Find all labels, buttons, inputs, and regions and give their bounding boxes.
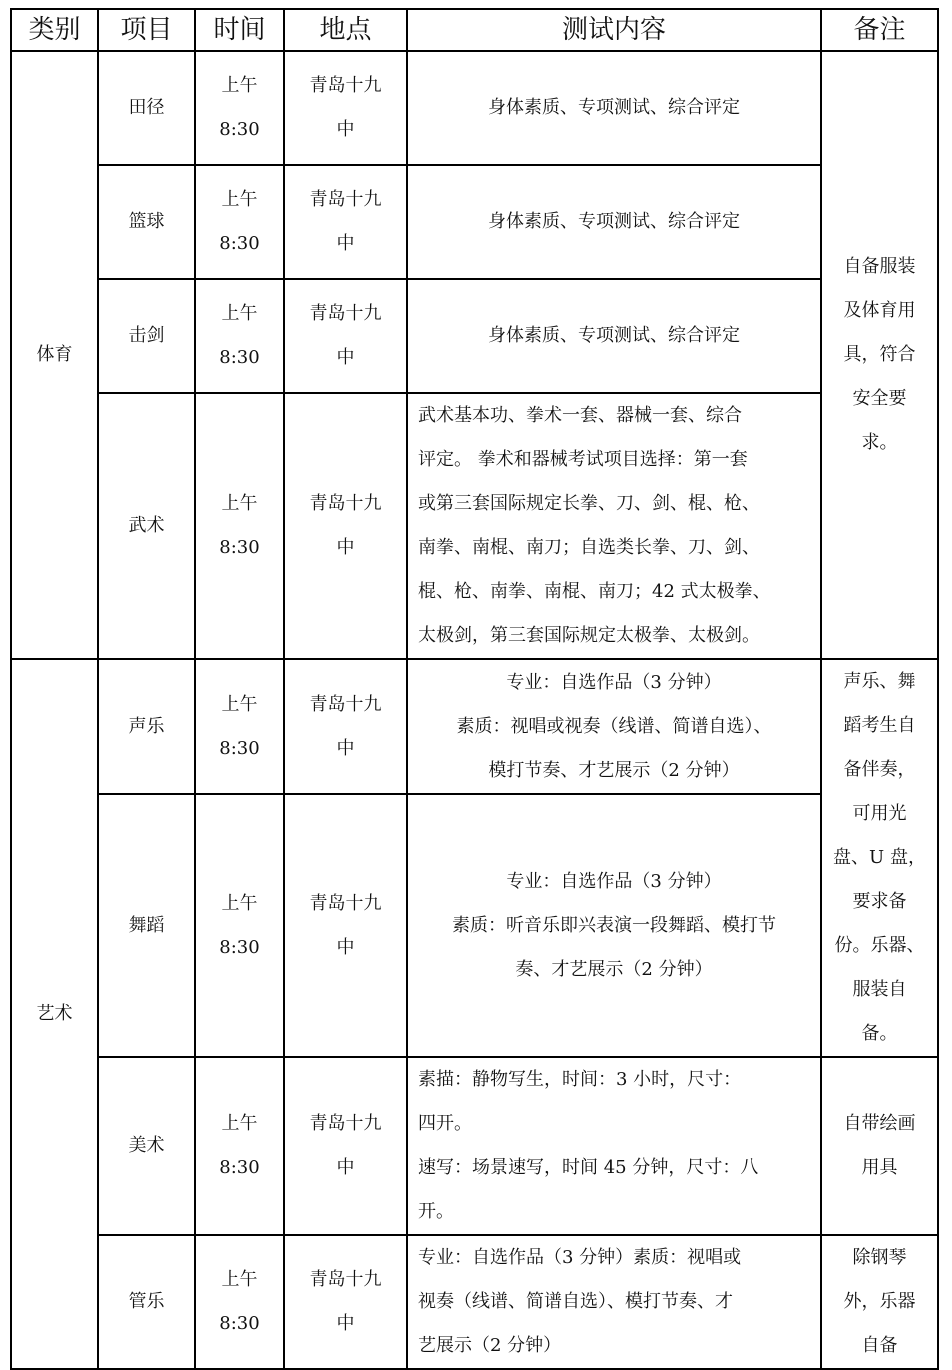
place-cell: 青岛十九 中 <box>284 51 407 165</box>
table-row <box>11 51 938 165</box>
place-cell: 青岛十九 中 <box>284 165 407 279</box>
header-row <box>11 9 938 51</box>
item-cell: 舞蹈 <box>98 794 195 1057</box>
header-remark: 备注 <box>821 9 938 51</box>
table-row <box>11 165 938 279</box>
header-time: 时间 <box>195 9 284 51</box>
category-cell: 体育 <box>11 51 98 659</box>
content-cell: 身体素质、专项测试、综合评定 <box>407 165 821 279</box>
table-row <box>11 794 938 1057</box>
item-cell: 武术 <box>98 393 195 659</box>
content-cell: 专业：自选作品（3 分钟） 素质：视唱或视奏（线谱、简谱自选）、 模打节奏、才艺展示（2 分钟） <box>407 659 821 794</box>
content-cell: 武术基本功、拳术一套、器械一套、综合 评定。 拳术和器械考试项目选择：第一套 或第三套国际规定长拳、刀、剑、棍、枪、 南拳、南棍、南刀；自选类长拳、刀、剑、 棍、枪、南拳、南棍、南刀；42 式太极拳、 太极剑，第三套国际规定太极拳、太极剑。 <box>407 393 821 659</box>
item-cell: 美术 <box>98 1057 195 1235</box>
time-cell: 上午 8:30 <box>195 165 284 279</box>
header-content: 测试内容 <box>407 9 821 51</box>
exam-schedule-table <box>10 8 939 1370</box>
item-cell: 篮球 <box>98 165 195 279</box>
time-cell: 上午 8:30 <box>195 794 284 1057</box>
place-cell: 青岛十九 中 <box>284 1235 407 1369</box>
table-row <box>11 659 938 794</box>
header-place: 地点 <box>284 9 407 51</box>
item-cell: 管乐 <box>98 1235 195 1369</box>
time-cell: 上午 8:30 <box>195 659 284 794</box>
table-row <box>11 1057 938 1235</box>
time-cell: 上午 8:30 <box>195 51 284 165</box>
time-cell: 上午 8:30 <box>195 393 284 659</box>
place-cell: 青岛十九 中 <box>284 659 407 794</box>
item-cell: 击剑 <box>98 279 195 393</box>
table-row <box>11 393 938 659</box>
content-cell: 素描：静物写生，时间：3 小时，尺寸： 四开。 速写：场景速写，时间 45 分钟，尺寸：八 开。 <box>407 1057 821 1235</box>
content-cell: 专业：自选作品（3 分钟） 素质：听音乐即兴表演一段舞蹈、模打节 奏、才艺展示（2 分钟） <box>407 794 821 1057</box>
remark-cell: 除钢琴 外，乐器 自备 <box>821 1235 938 1369</box>
content-cell: 专业：自选作品（3 分钟）素质：视唱或 视奏（线谱、简谱自选）、模打节奏、才 艺展示（2 分钟） <box>407 1235 821 1369</box>
place-cell: 青岛十九 中 <box>284 393 407 659</box>
place-cell: 青岛十九 中 <box>284 794 407 1057</box>
remark-cell: 声乐、舞 蹈考生自 备伴奏， 可用光 盘、U 盘， 要求备 份。乐器、 服装自 备。 <box>821 659 938 1057</box>
time-cell: 上午 8:30 <box>195 1235 284 1369</box>
time-cell: 上午 8:30 <box>195 279 284 393</box>
item-cell: 田径 <box>98 51 195 165</box>
place-cell: 青岛十九 中 <box>284 1057 407 1235</box>
content-cell: 身体素质、专项测试、综合评定 <box>407 51 821 165</box>
category-cell: 艺术 <box>11 659 98 1369</box>
header-item: 项目 <box>98 9 195 51</box>
item-cell: 声乐 <box>98 659 195 794</box>
time-cell: 上午 8:30 <box>195 1057 284 1235</box>
table-row <box>11 279 938 393</box>
place-cell: 青岛十九 中 <box>284 279 407 393</box>
remark-cell: 自带绘画 用具 <box>821 1057 938 1235</box>
content-cell: 身体素质、专项测试、综合评定 <box>407 279 821 393</box>
remark-cell: 自备服装 及体育用 具，符合 安全要 求。 <box>821 51 938 659</box>
table-row <box>11 1235 938 1369</box>
header-category: 类别 <box>11 9 98 51</box>
